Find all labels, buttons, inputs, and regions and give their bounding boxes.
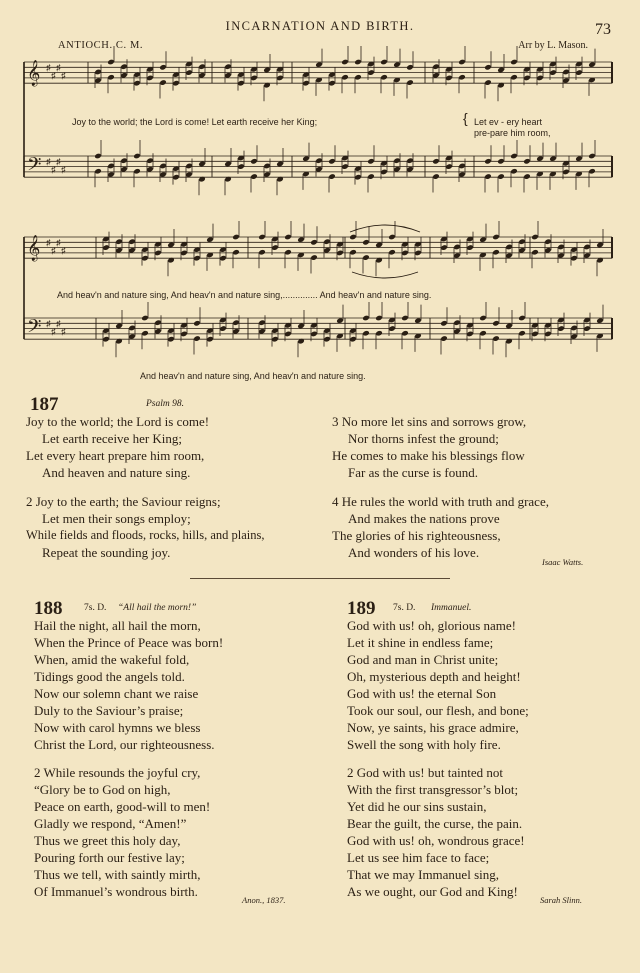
hymn-188-meter: 7s. D.	[84, 603, 107, 613]
hymn-187-author: Isaac Watts.	[542, 557, 584, 567]
svg-text:♯: ♯	[61, 245, 66, 256]
system1-alt-lyric-2: pre-pare him room,	[474, 128, 551, 138]
hymn-189-title: Immanuel.	[431, 603, 472, 613]
system1-alt-lyric-1: Let ev - ery heart	[474, 117, 543, 127]
hymn-187-verse-3: 3 No more let sins and sorrows grow, Nor thorns infest the ground; He comes to make his blessings flow Far as the curse is found.	[332, 414, 527, 480]
sheet-music	[0, 0, 640, 390]
svg-text:𝄞: 𝄞	[27, 235, 41, 262]
svg-text:♯: ♯	[46, 62, 51, 73]
system2-lyric-lower: And heav'n and nature sing, And heav'n and nature sing.	[140, 371, 366, 381]
svg-text:♯: ♯	[46, 318, 51, 329]
page-header: INCARNATION AND BIRTH.	[225, 19, 415, 33]
hymn-189-verse-2: 2 God with us! but tainted not With the first transgressor’s blot; Yet did he our sins sustain, Bear the guilt, the curse, the pain. God with us! oh, wondrous grace! Let us see him face to face; That we may Immanuel sing, As we ought, our God and King!	[347, 765, 525, 899]
svg-text:𝄢: 𝄢	[27, 154, 42, 181]
hymn-187-verse-4: 4 He rules the world with truth and grace, And makes the nations prove The glories of his righteousness, And wonders of his love.	[332, 494, 549, 560]
hymn-188-title: “All hail the morn!”	[118, 603, 197, 613]
system1-lyric: Joy to the world; the Lord is come! Let earth receive her King;	[72, 117, 318, 127]
hymn-188-author: Anon., 1837.	[242, 895, 286, 905]
svg-text:♯: ♯	[56, 62, 61, 73]
hymn-187-source: Psalm 98.	[146, 399, 184, 409]
svg-text:♯: ♯	[51, 326, 56, 337]
hymn-187-verse-1: Joy to the world; the Lord is come! Let earth receive her King; Let every heart prepare him room, And heaven and nature sing.	[26, 414, 210, 480]
hymn-189-meter: 7s. D.	[393, 603, 416, 613]
svg-text:♯: ♯	[51, 164, 56, 175]
svg-text:♯: ♯	[46, 237, 51, 248]
svg-text:♯: ♯	[61, 70, 66, 81]
hymn-188-verse-2: 2 While resounds the joyful cry, “Glory be to God on high, Peace on earth, good-will to men! Gladly we respond, “Amen!” Thus we greet this holy day, Pouring forth our festive lay; Thus we tell, with saintly mirth, Of Immanuel’s wondrous birth.	[34, 765, 211, 899]
svg-text:♯: ♯	[56, 156, 61, 167]
page-number: 73	[595, 21, 611, 38]
svg-text:♯: ♯	[61, 326, 66, 337]
svg-text:♯: ♯	[56, 237, 61, 248]
hymn-187-number: 187	[30, 394, 59, 415]
svg-text:♯: ♯	[51, 245, 56, 256]
svg-text:𝄢: 𝄢	[27, 316, 42, 343]
svg-text:♯: ♯	[56, 318, 61, 329]
lyric-brace: {	[463, 110, 468, 126]
hymn-189-author: Sarah Slinn.	[540, 895, 583, 905]
tune-name: ANTIOCH. C. M.	[58, 40, 144, 51]
section-divider	[190, 578, 450, 579]
svg-text:♯: ♯	[46, 156, 51, 167]
svg-text:♯: ♯	[51, 70, 56, 81]
hymn-188-number: 188	[34, 598, 63, 619]
svg-text:𝄞: 𝄞	[27, 60, 41, 87]
hymn-189-number: 189	[347, 598, 376, 619]
hymn-189-verse-1: God with us! oh, glorious name! Let it shine in endless fame; God and man in Christ unite; Oh, mysterious depth and height! God with us! the eternal Son Took our soul, our flesh, and bone; Now, ye saints, his grace admire, Swell the song with holy fire.	[347, 618, 529, 752]
hymn-187-verse-2: 2 Joy to the earth; the Saviour reigns; Let men their songs employ; While fields and floods, rocks, hills, and plains, Repeat the sounding joy.	[26, 494, 265, 560]
system2-lyric-upper: And heav'n and nature sing, And heav'n and nature sing,.............. And heav'n and nature sing.	[57, 290, 432, 300]
tune-arranger: Arr by L. Mason.	[518, 40, 588, 51]
hymn-188-verse-1: Hail the night, all hail the morn, When the Prince of Peace was born! When, amid the wakeful fold, Tidings good the angels told. Now our solemn chant we raise Duly to the Saviour’s praise; Now with carol hymns we bless Christ the Lord, our righteousness.	[34, 618, 224, 752]
svg-text:♯: ♯	[61, 164, 66, 175]
